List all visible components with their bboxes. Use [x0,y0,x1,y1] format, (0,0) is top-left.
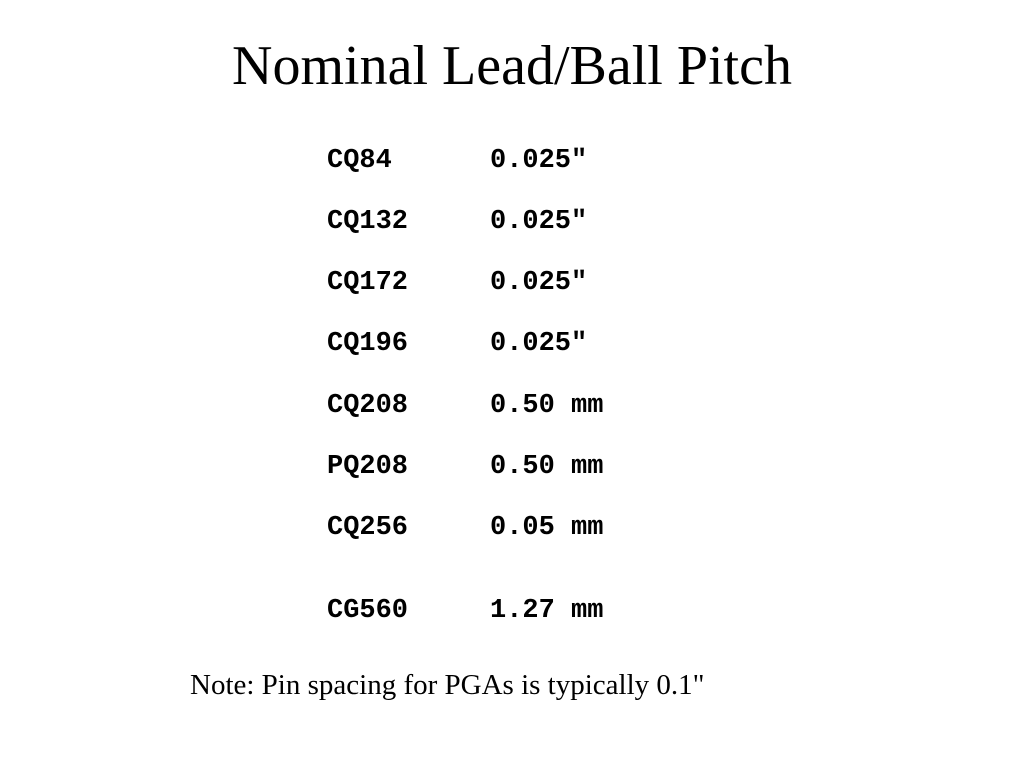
pitch-value: 0.025" [490,146,588,176]
pitch-value: 0.05 mm [490,513,604,543]
package-name: CQ196 [327,329,409,359]
package-name: CQ132 [327,207,409,237]
slide-title: Nominal Lead/Ball Pitch [232,35,792,97]
package-name: CQ172 [327,268,409,298]
pitch-value: 0.50 mm [490,391,604,421]
pitch-value: 1.27 mm [490,596,604,626]
pitch-value: 0.025" [490,207,588,237]
pitch-value: 0.025" [490,329,588,359]
package-name: CG560 [327,596,409,626]
pitch-value: 0.50 mm [490,452,604,482]
package-name: PQ208 [327,452,409,482]
pga-note: Note: Pin spacing for PGAs is typically 0.1" [190,669,705,701]
pitch-value: 0.025" [490,268,588,298]
package-name: CQ84 [327,146,392,176]
package-name: CQ208 [327,391,409,421]
package-name: CQ256 [327,513,409,543]
